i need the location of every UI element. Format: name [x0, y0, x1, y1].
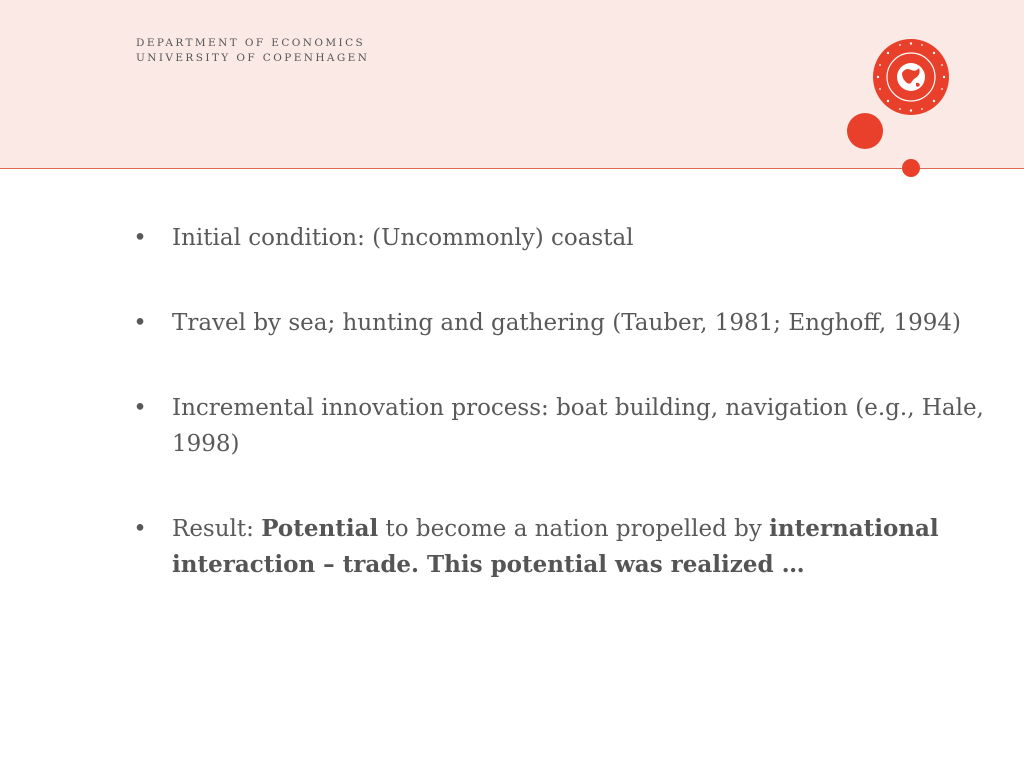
bullet-text-middle: to become a nation propelled by — [378, 516, 770, 542]
bullet-marker: • — [133, 310, 147, 336]
bullet-item — [130, 390, 1000, 462]
university-seal-icon — [872, 38, 950, 116]
decorative-dot-large — [847, 113, 883, 149]
bullet-text: Initial condition: (Uncommonly) coastal — [172, 225, 634, 251]
bullet-marker: • — [133, 516, 147, 542]
bullet-item — [130, 511, 1000, 583]
bullet-bold-potential: Potential — [261, 515, 379, 542]
bullet-marker: • — [133, 395, 147, 421]
bullet-marker: • — [133, 225, 147, 251]
department-label — [136, 36, 369, 66]
department-name: DEPARTMENT OF ECONOMICS — [136, 37, 366, 49]
bullet-list — [130, 220, 1000, 632]
university-name: UNIVERSITY OF COPENHAGEN — [136, 52, 370, 64]
bullet-text: Travel by sea; hunting and gathering (Tauber, 1981; Enghoff, 1994) — [172, 310, 961, 336]
bullet-bold-conclusion: international interaction – trade. This potential was realized … — [172, 515, 939, 578]
bullet-item — [130, 220, 1000, 256]
bullet-text: Incremental innovation process: boat building, navigation (e.g., Hale, 1998) — [172, 395, 984, 457]
decorative-dot-small — [902, 159, 920, 177]
bullet-item — [130, 305, 1000, 341]
bullet-text-prefix: Result: — [172, 516, 262, 542]
